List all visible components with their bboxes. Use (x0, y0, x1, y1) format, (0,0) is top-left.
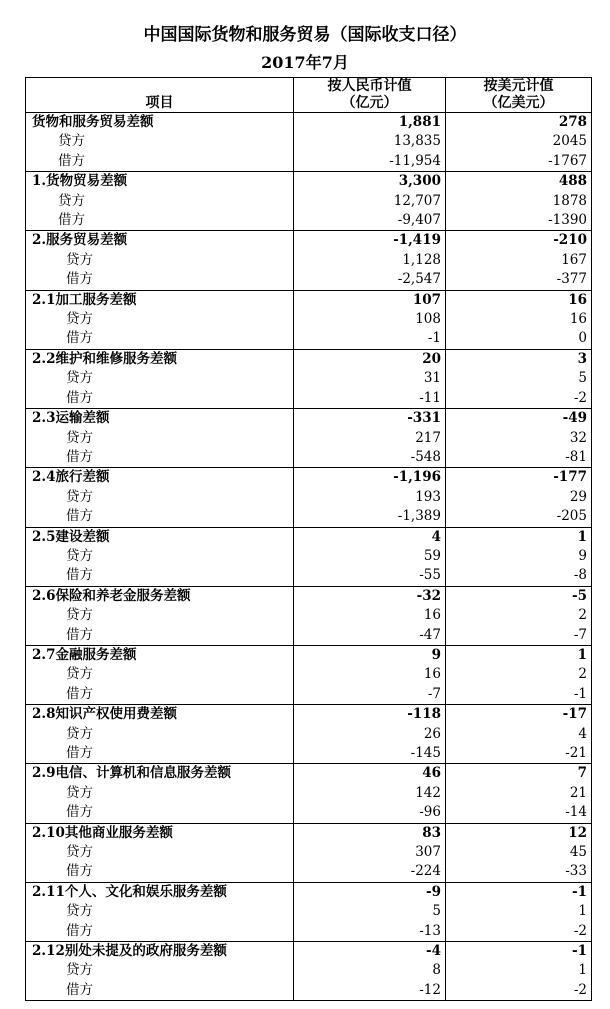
credit-usd-value: 1 (446, 961, 592, 980)
credit-usd-value: 32 (446, 429, 592, 448)
credit-rmb-value: 26 (294, 725, 446, 744)
rmb-value: 9 (294, 645, 446, 665)
row-label: 2.7金融服务差额 (26, 645, 294, 665)
credit-usd-value: 2 (446, 606, 592, 625)
table-row (26, 448, 592, 468)
credit-usd-value: 16 (446, 310, 592, 329)
row-label: 1.货物贸易差额 (26, 172, 294, 192)
table-row (26, 606, 592, 625)
debit-rmb-value: -224 (294, 862, 446, 882)
header-rmb: 按人民币计值 (294, 78, 446, 96)
rmb-value: 20 (294, 349, 446, 369)
credit-usd-value: 2045 (446, 132, 592, 151)
usd-value: -1 (446, 882, 592, 902)
trade-table (25, 77, 592, 1001)
rmb-value: 1,881 (294, 113, 446, 133)
credit-rmb-value: 59 (294, 547, 446, 566)
table-row (26, 172, 592, 192)
credit-label: 贷方 (58, 133, 85, 150)
credit-label: 贷方 (66, 251, 93, 268)
debit-label: 借方 (66, 626, 93, 643)
row-label: 2.2维护和维修服务差额 (26, 349, 294, 369)
table-row (26, 744, 592, 764)
credit-usd-value: 21 (446, 784, 592, 803)
credit-rmb-value: 8 (294, 961, 446, 980)
table-row (26, 566, 592, 586)
rmb-value: -1,419 (294, 231, 446, 251)
table-row (26, 251, 592, 270)
table-row (26, 547, 592, 566)
header-rmb-unit: （亿元） (294, 95, 446, 113)
row-label: 货物和服务贸易差额 (26, 113, 294, 133)
table-row (26, 725, 592, 744)
credit-rmb-value: 12,707 (294, 192, 446, 211)
usd-value: -177 (446, 468, 592, 488)
usd-value: 16 (446, 290, 592, 310)
table-row (26, 152, 592, 172)
credit-rmb-value: 16 (294, 606, 446, 625)
debit-label: 借方 (66, 567, 93, 584)
table-row (26, 882, 592, 902)
credit-rmb-value: 108 (294, 310, 446, 329)
credit-label: 贷方 (58, 192, 85, 209)
debit-usd-value: -14 (446, 803, 592, 823)
debit-rmb-value: -55 (294, 566, 446, 586)
rmb-value: -4 (294, 942, 446, 962)
usd-value: 1 (446, 527, 592, 547)
credit-label: 贷方 (66, 844, 93, 861)
row-label: 2.6保险和养老金服务差额 (26, 586, 294, 606)
debit-usd-value: -81 (446, 448, 592, 468)
debit-rmb-value: -47 (294, 626, 446, 646)
debit-label: 借方 (66, 981, 93, 998)
debit-rmb-value: -11,954 (294, 152, 446, 172)
debit-usd-value: -377 (446, 270, 592, 290)
table-row (26, 902, 592, 921)
row-label: 2.11个人、文化和娱乐服务差额 (26, 882, 294, 902)
header-item: 项目 (26, 78, 294, 113)
usd-value: -210 (446, 231, 592, 251)
table-row (26, 586, 592, 606)
table-row (26, 507, 592, 527)
debit-usd-value: -8 (446, 566, 592, 586)
debit-label: 借方 (66, 863, 93, 880)
usd-value: 1 (446, 645, 592, 665)
table-row (26, 922, 592, 942)
debit-rmb-value: -11 (294, 389, 446, 409)
debit-label: 借方 (66, 804, 93, 821)
rmb-value: -9 (294, 882, 446, 902)
table-row (26, 113, 592, 133)
row-label: 2.10其他商业服务差额 (26, 823, 294, 843)
table-row (26, 705, 592, 725)
debit-label: 借方 (66, 745, 93, 761)
table-row (26, 961, 592, 980)
credit-rmb-value: 5 (294, 902, 446, 921)
credit-usd-value: 167 (446, 251, 592, 270)
credit-label: 贷方 (66, 962, 93, 979)
usd-value: 3 (446, 349, 592, 369)
usd-value: -17 (446, 705, 592, 725)
debit-label: 借方 (66, 271, 93, 288)
debit-label: 借方 (66, 389, 93, 406)
debit-usd-value: -7 (446, 626, 592, 646)
table-row (26, 369, 592, 388)
row-label: 2.3运输差额 (26, 409, 294, 429)
usd-value: 278 (446, 113, 592, 133)
debit-usd-value: 0 (446, 329, 592, 349)
debit-rmb-value: -7 (294, 685, 446, 705)
table-row (26, 290, 592, 310)
debit-usd-value: -1390 (446, 211, 592, 231)
credit-label: 贷方 (66, 311, 93, 328)
credit-rmb-value: 217 (294, 429, 446, 448)
table-row (26, 645, 592, 665)
row-label: 2.1加工服务差额 (26, 290, 294, 310)
debit-usd-value: -21 (446, 744, 592, 764)
credit-usd-value: 9 (446, 547, 592, 566)
rmb-value: -331 (294, 409, 446, 429)
rmb-value: 83 (294, 823, 446, 843)
credit-rmb-value: 13,835 (294, 132, 446, 151)
debit-usd-value: -205 (446, 507, 592, 527)
row-label: 2.服务贸易差额 (26, 231, 294, 251)
debit-rmb-value: -9,407 (294, 211, 446, 231)
credit-label: 贷方 (66, 784, 93, 801)
table-row (26, 270, 592, 290)
credit-usd-value: 5 (446, 369, 592, 388)
row-label: 2.9电信、计算机和信息服务差额 (26, 764, 294, 784)
debit-label: 借方 (66, 685, 93, 702)
usd-value: -1 (446, 942, 592, 962)
credit-label: 贷方 (66, 607, 93, 624)
usd-value: 12 (446, 823, 592, 843)
rmb-value: 4 (294, 527, 446, 547)
debit-rmb-value: -1,389 (294, 507, 446, 527)
debit-label: 借方 (58, 212, 85, 229)
usd-value: 7 (446, 764, 592, 784)
debit-label: 借方 (58, 152, 85, 169)
debit-label: 借方 (66, 922, 93, 939)
table-row (26, 192, 592, 211)
debit-usd-value: -1767 (446, 152, 592, 172)
debit-usd-value: -2 (446, 922, 592, 942)
credit-label: 贷方 (66, 725, 93, 742)
row-label: 2.4旅行差额 (26, 468, 294, 488)
header-usd: 按美元计值 (446, 78, 592, 96)
debit-usd-value: -2 (446, 981, 592, 1001)
debit-rmb-value: -1 (294, 329, 446, 349)
table-body (26, 113, 592, 1001)
table-row (26, 685, 592, 705)
rmb-value: 3,300 (294, 172, 446, 192)
table-row (26, 329, 592, 349)
table-row (26, 527, 592, 547)
row-label: 2.12别处未提及的政府服务差额 (26, 942, 294, 962)
credit-rmb-value: 16 (294, 665, 446, 684)
debit-rmb-value: -96 (294, 803, 446, 823)
debit-usd-value: -2 (446, 389, 592, 409)
table-row (26, 626, 592, 646)
table-row (26, 784, 592, 803)
debit-rmb-value: -13 (294, 922, 446, 942)
credit-usd-value: 45 (446, 843, 592, 862)
table-row (26, 310, 592, 329)
credit-label: 贷方 (66, 547, 93, 564)
table-row (26, 389, 592, 409)
rmb-value: -32 (294, 586, 446, 606)
credit-rmb-value: 307 (294, 843, 446, 862)
credit-usd-value: 1878 (446, 192, 592, 211)
credit-label: 贷方 (66, 429, 93, 446)
row-label: 2.5建设差额 (26, 527, 294, 547)
credit-usd-value: 1 (446, 902, 592, 921)
table-row (26, 409, 592, 429)
header-usd-unit: （亿美元） (446, 95, 592, 113)
table-row (26, 488, 592, 507)
debit-label: 借方 (66, 508, 93, 525)
debit-rmb-value: -548 (294, 448, 446, 468)
debit-rmb-value: -2,547 (294, 270, 446, 290)
debit-usd-value: -1 (446, 685, 592, 705)
table-row (26, 942, 592, 962)
debit-label: 借方 (66, 448, 93, 465)
table-row (26, 468, 592, 488)
debit-rmb-value: -12 (294, 981, 446, 1001)
table-row (26, 132, 592, 151)
page-title: 中国国际货物和服务贸易（国际收支口径） (143, 25, 467, 45)
table-row (26, 764, 592, 784)
credit-label: 贷方 (66, 666, 93, 683)
credit-usd-value: 29 (446, 488, 592, 507)
credit-usd-value: 2 (446, 665, 592, 684)
rmb-value: 107 (294, 290, 446, 310)
table-row (26, 211, 592, 231)
table-row (26, 429, 592, 448)
usd-value: -5 (446, 586, 592, 606)
credit-usd-value: 4 (446, 725, 592, 744)
credit-label: 贷方 (66, 488, 93, 505)
rmb-value: 46 (294, 764, 446, 784)
credit-rmb-value: 31 (294, 369, 446, 388)
debit-label: 借方 (66, 330, 93, 347)
table-header (26, 78, 592, 113)
row-label: 2.8知识产权使用费差额 (26, 705, 294, 725)
rmb-value: -1,196 (294, 468, 446, 488)
credit-label: 贷方 (66, 370, 93, 387)
table-row (26, 665, 592, 684)
credit-rmb-value: 193 (294, 488, 446, 507)
table-row (26, 862, 592, 882)
table-row (26, 823, 592, 843)
table-row (26, 349, 592, 369)
debit-usd-value: -33 (446, 862, 592, 882)
credit-rmb-value: 142 (294, 784, 446, 803)
credit-label: 贷方 (66, 903, 93, 920)
credit-rmb-value: 1,128 (294, 251, 446, 270)
table-row (26, 231, 592, 251)
debit-rmb-value: -145 (294, 744, 446, 764)
table-row (26, 803, 592, 823)
table-row (26, 843, 592, 862)
period-subtitle: 2017年7月 (261, 53, 349, 72)
rmb-value: -118 (294, 705, 446, 725)
usd-value: -49 (446, 409, 592, 429)
usd-value: 488 (446, 172, 592, 192)
table-row (26, 981, 592, 1001)
